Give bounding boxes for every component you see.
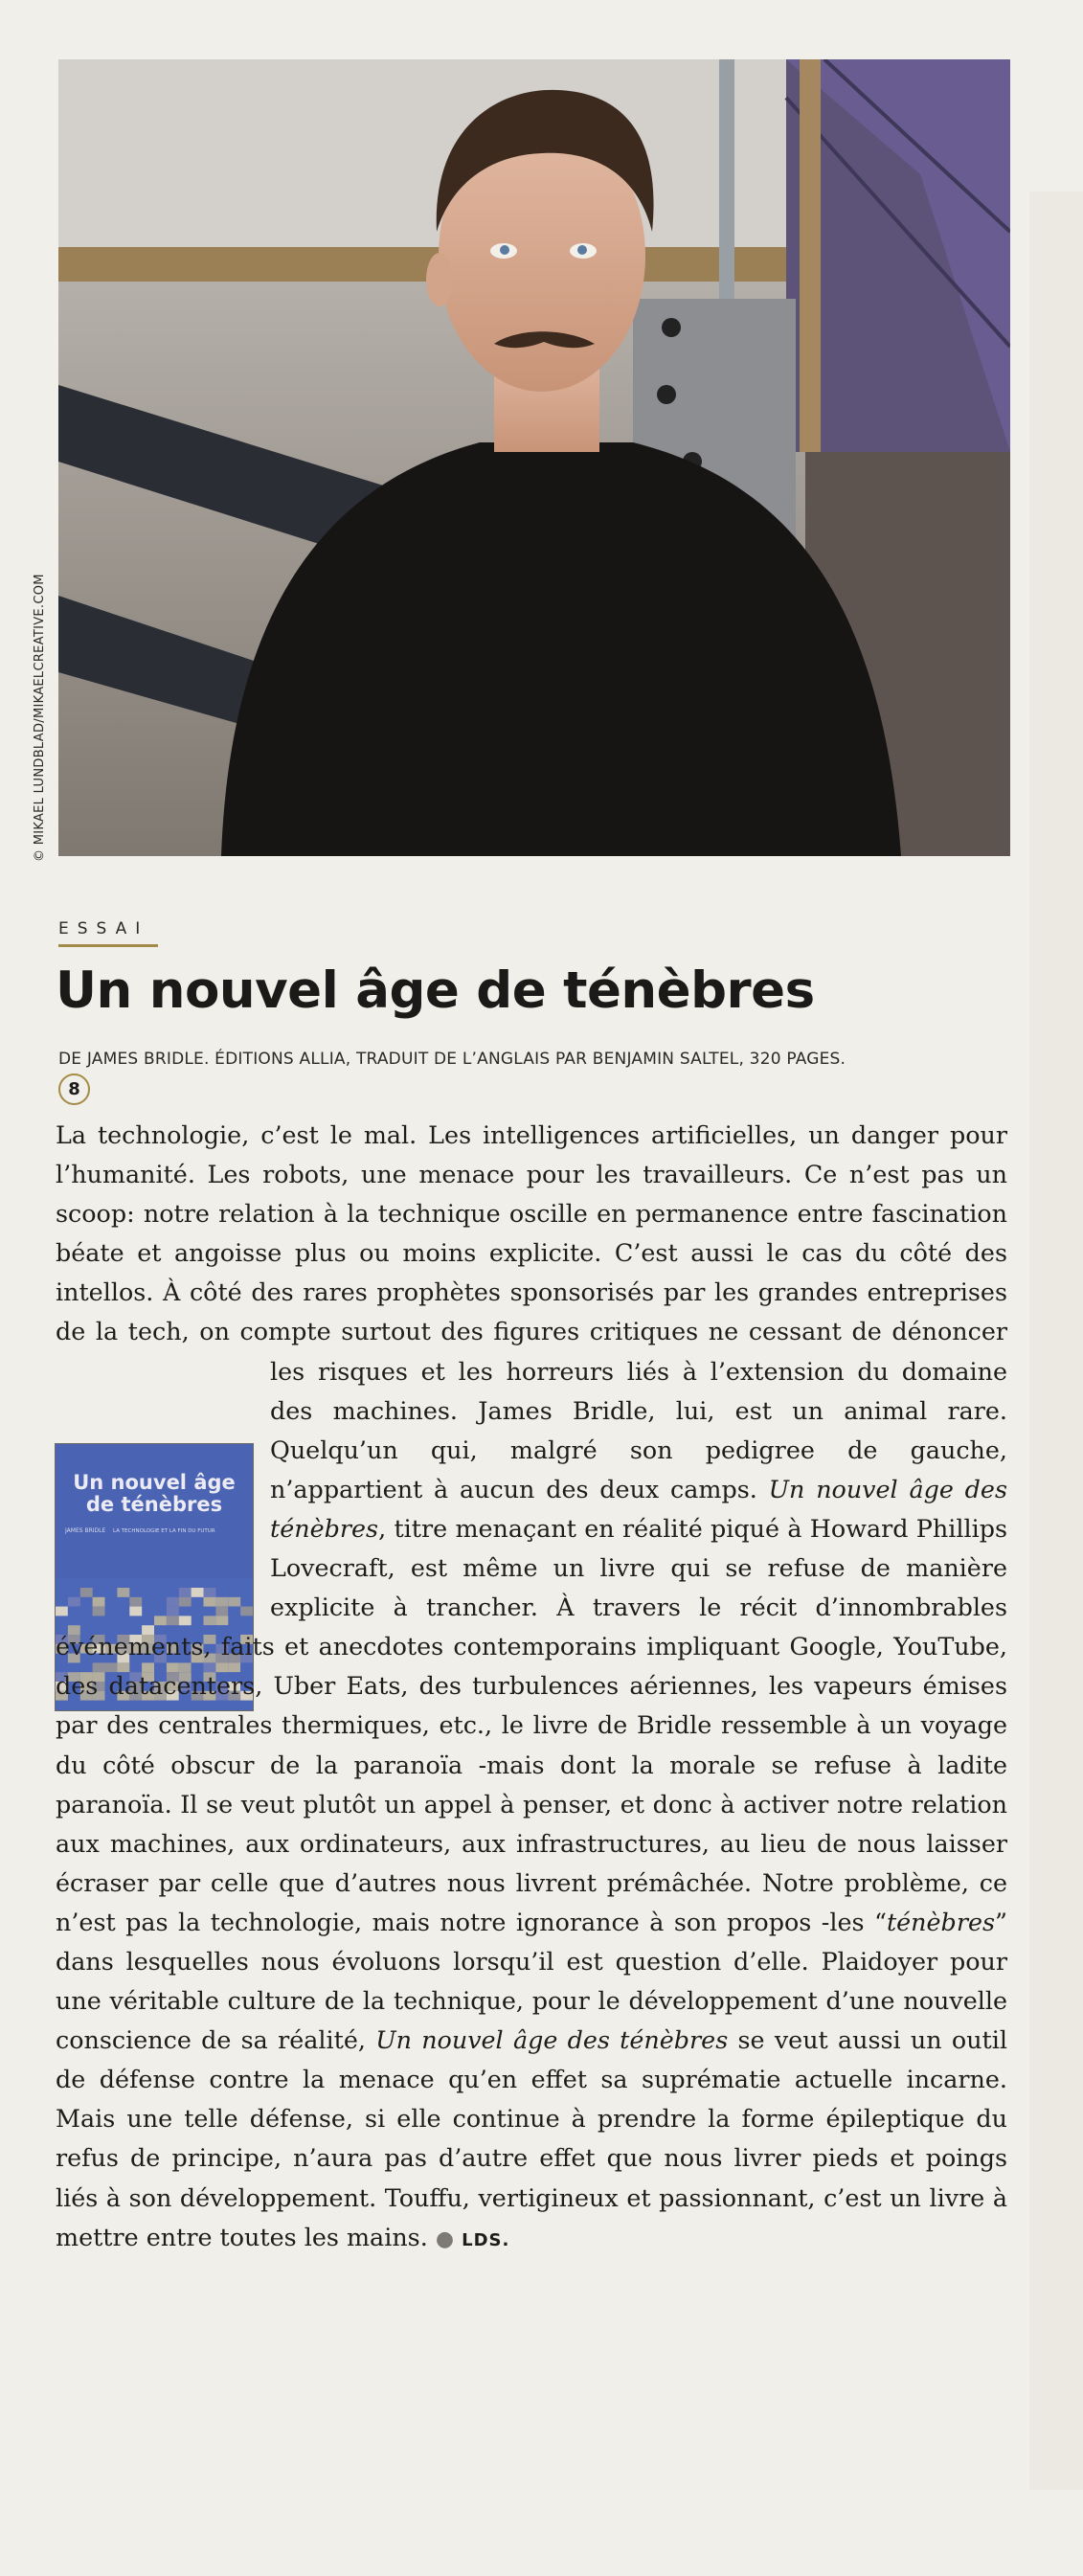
inline-book-title: Un nouvel âge des ténèbres <box>270 1474 1007 1543</box>
portrait-illustration <box>58 59 1010 856</box>
article-byline: DE JAMES BRIDLE. ÉDITIONS ALLIA, TRADUIT DE L’ANGLAIS PAR BENJAMIN SALTEL, 320 PAGES. <box>58 1050 846 1069</box>
article-body <box>56 1116 1007 2260</box>
inline-book-title-2: Un nouvel âge des ténèbres <box>375 2025 729 2055</box>
body-part-start-continued: risques et les horreurs liés à l’extension du domaine des machines. James Bridle, lui, est un animal rare. Quelqu’un qui, malgré son pedigree de gauche, n’appartient à aucun des deux camps. <box>270 1356 1007 1503</box>
author-signature: LDS. <box>462 2229 510 2250</box>
article-paragraph <box>56 1116 1007 2260</box>
inline-italic-word: ténèbres <box>886 1907 996 1936</box>
cover-subtitle: LA TECHNOLOGIE ET LA FIN DU FUTUR <box>113 1528 215 1534</box>
article-title: Un nouvel âge de ténèbres <box>56 961 815 1020</box>
cover-title-line1: Un nouvel âge <box>73 1471 236 1494</box>
body-part-start: La technologie, c’est le mal. Les intelligences artificielles, un danger pour l’humanité. Les robots, une menace pour les travailleurs. Ce n’est pas un scoop: notre relation à la technique oscille en permanence entre fascination béate et angoisse plus ou moins explicite. C’est aussi le cas du côté des intellos. À côté des rares prophètes sponsorisés par les grandes entreprises de la tech, on compte surtout des figures critiques ne cessant de dénoncer les <box>56 1120 1007 1386</box>
cover-wrap-spacer <box>56 1358 270 1599</box>
section-kicker: ESSAI <box>58 919 149 938</box>
body-part-mid: , titre menaçant en réalité piqué à Howard Phillips Lovecraft, est même un livre qui se refuse de manière explicite à trancher. À travers le récit d’innombrables événements, faits et anecdotes contemporains impliquant Google, YouTube, des datacenters, Uber Eats, des turbulences aériennes, les vapeurs émises par des centrales thermiques, etc., le livre de Bridle ressemble à un voyage du côté obscur de la paranoïa -mais dont la morale se refuse à ladite paranoïa. Il se veut plutôt un appel à penser, et donc à activer notre relation aux machines, aux ordinateurs, aux infrastructures, au lieu de nous laisser écraser par celle que d’autres nous livrent prémâchée. Notre problème, ce n’est pas la technologie, mais notre ignorance à son propos -les “ <box>56 1513 1007 1936</box>
cover-title-line2: de ténèbres <box>85 1493 223 1516</box>
end-mark-dot: ● <box>435 2226 455 2251</box>
article-photo <box>58 59 1010 856</box>
photo-credit: © MIKAEL LUNDBLAD/MIKAELCREATIVE.COM <box>33 574 47 862</box>
body-part-mid2: ” dans lesquelles nous évoluons lorsqu’il est question d’elle. Plaidoyer pour une véritable culture de la technique, pour le développement d’une nouvelle conscience de sa réalité, <box>56 1907 1007 2055</box>
kicker-underline <box>58 944 158 947</box>
bleed-through-shade <box>1029 192 1083 2490</box>
rating-badge: 8 <box>58 1073 90 1105</box>
body-part-end: se veut aussi un outil de défense contre la menace qu’en effet sa suprématie actuelle incarne. Mais une telle défense, si elle continue à prendre la forme épileptique du refus de principe, n’aura pas d’autre effet que nous livrer pieds et poings liés à son développement. Touffu, vertigineux et passionnant, c’est un livre à mettre entre toutes les mains. <box>56 2025 1007 2251</box>
cover-author: JAMES BRIDLE <box>65 1527 106 1534</box>
